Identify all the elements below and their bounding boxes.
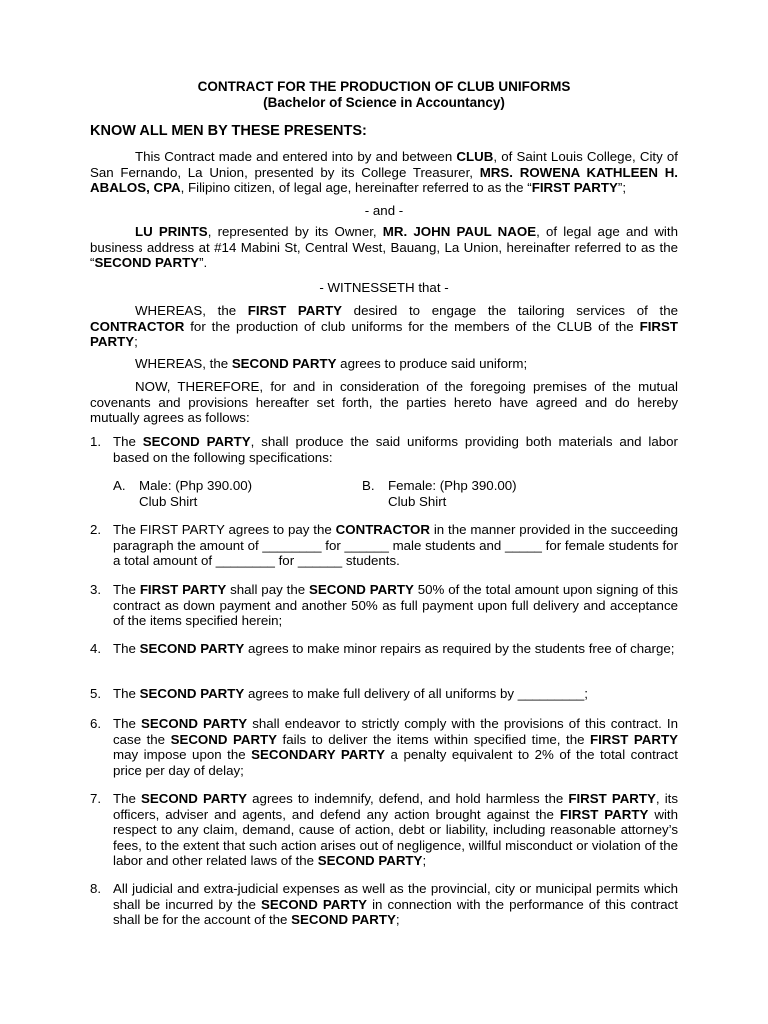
clause-text: The FIRST PARTY shall pay the SECOND PARTY 50% of the total amount upon signing of this contract as down payment and another 50% as full payment upon full delivery and acceptance of the items specified herein; (113, 582, 678, 629)
clause-text: The SECOND PARTY agrees to make full delivery of all uniforms by _________; (113, 686, 588, 701)
clause-3 (90, 582, 678, 629)
clause-text: The FIRST PARTY agrees to pay the CONTRACTOR in the manner provided in the succeeding paragraph the amount of ________ for ______ male students and _____ for female students for a total amount of ________ for ______ students. (113, 522, 678, 569)
clause-text: The SECOND PARTY agrees to make minor repairs as required by the students free of charge; (113, 641, 675, 656)
clause-number: 3. (90, 582, 102, 597)
clause-8 (90, 881, 678, 928)
clause-text: The SECOND PARTY shall endeavor to strictly comply with the provisions of this contract. In case the SECOND PARTY fails to deliver the items within specified time, the FIRST PARTY may impose upon the SECONDARY PARTY a penalty equivalent to 2% of the total contract price per day of delay; (113, 716, 679, 778)
second-party-paragraph: LU PRINTS, represented by its Owner, MR. JOHN PAUL NAOE, of legal age and with business address at #14 Mabini St, Central West, Bauang, La Union, hereinafter referred to as the “SECOND PARTY”. (90, 224, 678, 271)
clause-number: 2. (90, 522, 102, 537)
contract-subtitle: (Bachelor of Science in Accountancy) (263, 95, 505, 110)
clause-text: The SECOND PARTY, shall produce the said uniforms providing both materials and labor based on the following specifications: (113, 434, 678, 465)
clause-2 (90, 522, 678, 569)
witnesseth-line: - WITNESSETH that - (319, 280, 449, 295)
clause-text: The SECOND PARTY agrees to indemnify, defend, and hold harmless the FIRST PARTY, its officers, adviser and agents, and defend any action brought against the FIRST PARTY with respect to any claim, demand, cause of action, debt or liability, including reasonable attorney’s fees, to the extent that such action arises out of negligence, willful misconduct or violation of the labor and other related laws of the SECOND PARTY; (113, 791, 678, 869)
spec-letter: B. (362, 478, 375, 493)
clause-1 (90, 434, 678, 465)
spec-item: Club Shirt (388, 493, 447, 509)
clause-number: 1. (90, 434, 102, 449)
clause-text: All judicial and extra-judicial expenses as well as the provincial, city or municipal permits which shall be incurred by the SECOND PARTY in connection with the performance of this contract shall be for the account of the SECOND PARTY; (113, 881, 678, 928)
clause-number: 7. (90, 791, 102, 806)
clause-4 (90, 641, 678, 657)
spec-male (113, 478, 252, 509)
now-therefore-paragraph: NOW, THEREFORE, for and in consideration of the foregoing premises of the mutual covenants and provisions hereafter set forth, the parties hereto have agreed and do hereby mutually agrees as follows: (90, 379, 678, 426)
clause-number: 5. (90, 686, 102, 701)
clause-number: 4. (90, 641, 102, 656)
know-all-heading: KNOW ALL MEN BY THESE PRESENTS: (90, 123, 367, 139)
whereas-second-paragraph: WHEREAS, the SECOND PARTY agrees to produce said uniform; (135, 356, 528, 371)
whereas-first-paragraph: WHEREAS, the FIRST PARTY desired to engage the tailoring services of the CONTRACTOR for the production of club uniforms for the members of the CLUB of the FIRST PARTY; (90, 303, 678, 350)
and-separator: - and - (364, 203, 404, 218)
clause-7 (90, 791, 678, 869)
intro-paragraph: This Contract made and entered into by and between CLUB, of Saint Louis College, City of San Fernando, La Union, presented by its College Treasurer, MRS. ROWENA KATHLEEN H. ABALOS, CPA, Filipino citizen, of legal age, hereinafter referred to as the “FIRST PARTY”; (90, 149, 678, 196)
contract-title: CONTRACT FOR THE PRODUCTION OF CLUB UNIFORMS (197, 79, 571, 94)
clause-number: 6. (90, 716, 102, 731)
spec-price: Male: (Php 390.00) (139, 478, 253, 493)
spec-price: Female: (Php 390.00) (388, 478, 517, 493)
clause-number: 8. (90, 881, 102, 896)
spec-female (362, 478, 517, 509)
clause-6 (90, 716, 678, 778)
clause-5 (90, 686, 678, 702)
spec-letter: A. (113, 478, 126, 493)
spec-item: Club Shirt (139, 493, 198, 509)
